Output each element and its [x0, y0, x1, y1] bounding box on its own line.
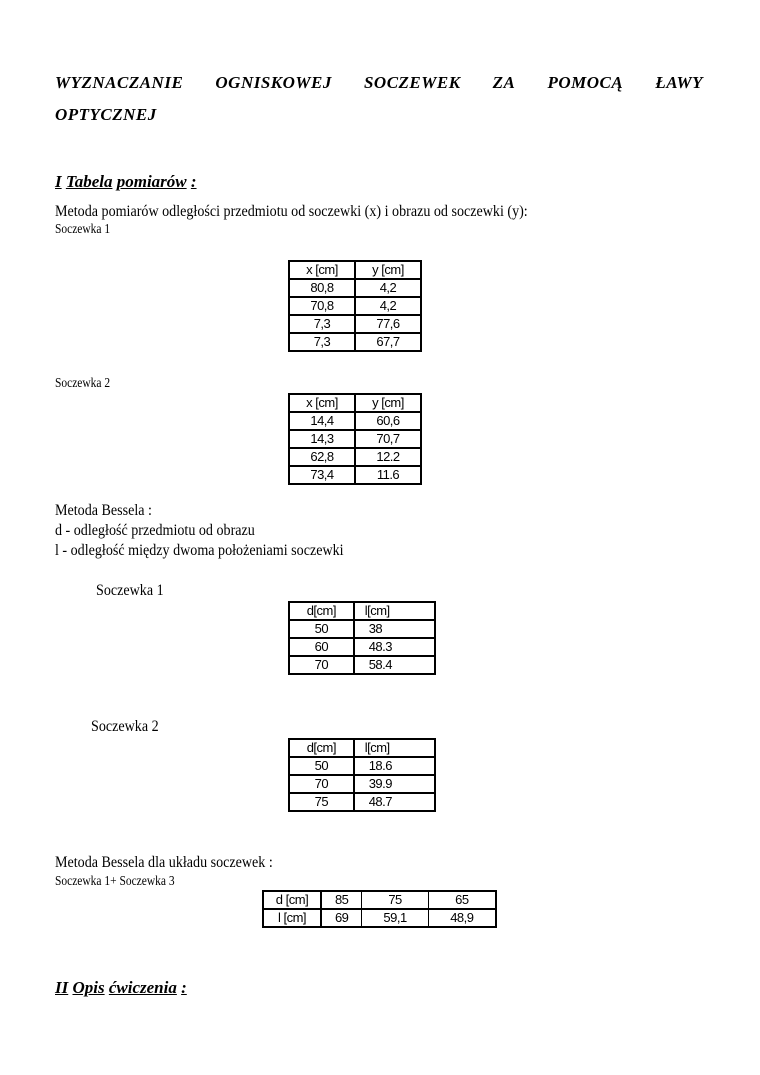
cell: 48.7 — [354, 793, 435, 811]
table-row — [289, 297, 421, 315]
header-cell: x [cm] — [289, 394, 355, 412]
cell: 59,1 — [362, 909, 428, 927]
cell: 50 — [289, 757, 354, 775]
table-row — [289, 620, 435, 638]
cell: 58.4 — [354, 656, 435, 674]
title-word: WYZNACZANIE — [55, 73, 184, 92]
cell: 70 — [289, 775, 354, 793]
document-title-line1 — [55, 73, 703, 93]
bessel-system-label: Soczewka 1+ Soczewka 3 — [55, 873, 175, 888]
title-word: ZA — [492, 73, 516, 92]
cell: 18.6 — [354, 757, 435, 775]
cell: 14,3 — [289, 430, 355, 448]
section-number: II — [55, 978, 69, 997]
cell: l [cm] — [263, 909, 321, 927]
cell: 39.9 — [354, 775, 435, 793]
table-header-row — [289, 261, 421, 279]
cell: 7,3 — [289, 333, 355, 351]
section-number: I — [55, 172, 62, 191]
header-cell: x [cm] — [289, 261, 355, 279]
section-heading-1 — [55, 172, 197, 192]
cell: 38 — [354, 620, 435, 638]
bessel-lens2-label: Soczewka 2 — [91, 718, 159, 735]
bessel-system-title: Metoda Bessela dla układu soczewek : — [55, 854, 273, 871]
cell: 60 — [289, 638, 354, 656]
bessel-lens1-label: Soczewka 1 — [96, 582, 164, 599]
cell: 77,6 — [355, 315, 421, 333]
table-lens1-measurements — [288, 260, 422, 352]
table-header-row — [289, 602, 435, 620]
cell: 69 — [321, 909, 362, 927]
table-row — [289, 656, 435, 674]
table-bessel-lens2 — [288, 738, 436, 812]
cell: 70,8 — [289, 297, 355, 315]
table-bessel-system — [262, 890, 497, 928]
cell: 11.6 — [355, 466, 421, 484]
table-row — [289, 448, 421, 466]
cell: 62,8 — [289, 448, 355, 466]
cell: 70 — [289, 656, 354, 674]
header-cell: y [cm] — [355, 261, 421, 279]
section-word: Tabela — [65, 172, 113, 191]
header-cell: d[cm] — [289, 739, 354, 757]
table-row — [289, 638, 435, 656]
cell: 14,4 — [289, 412, 355, 430]
section-colon: : — [181, 978, 187, 997]
table-lens2-measurements — [288, 393, 422, 485]
cell: 60,6 — [355, 412, 421, 430]
document-title-line2: OPTYCZNEJ — [55, 105, 157, 124]
cell: 80,8 — [289, 279, 355, 297]
cell: 75 — [289, 793, 354, 811]
bessel-d-definition: d - odległość przedmiotu od obrazu — [55, 522, 255, 539]
lens2-label: Soczewka 2 — [55, 375, 111, 390]
table-header-row — [289, 739, 435, 757]
table-row — [263, 891, 496, 909]
cell: 70,7 — [355, 430, 421, 448]
bessel-l-definition: l - odległość między dwoma położeniami soczewki — [55, 542, 344, 559]
bessel-title: Metoda Bessela : — [55, 502, 152, 519]
cell: 85 — [321, 891, 362, 909]
cell: 65 — [428, 891, 496, 909]
cell: 48.3 — [354, 638, 435, 656]
table-row — [289, 333, 421, 351]
cell: 12.2 — [355, 448, 421, 466]
table-bessel-lens1 — [288, 601, 436, 675]
table-row — [289, 793, 435, 811]
table-row — [289, 315, 421, 333]
table-row — [263, 909, 496, 927]
table-row — [289, 430, 421, 448]
cell: 4,2 — [355, 279, 421, 297]
title-word: SOCZEWEK — [363, 73, 461, 92]
title-word: OGNISKOWEJ — [215, 73, 332, 92]
cell: 48,9 — [428, 909, 496, 927]
table-row — [289, 412, 421, 430]
section-word: ćwiczenia — [108, 978, 177, 997]
header-cell: l[cm] — [354, 602, 435, 620]
cell: d [cm] — [263, 891, 321, 909]
cell: 67,7 — [355, 333, 421, 351]
cell: 50 — [289, 620, 354, 638]
table-row — [289, 466, 421, 484]
cell: 75 — [362, 891, 428, 909]
cell: 4,2 — [355, 297, 421, 315]
method-description: Metoda pomiarów odległości przedmiotu od soczewki (x) i obrazu od soczewki (y): — [55, 203, 528, 220]
section-colon: : — [190, 172, 197, 191]
header-cell: d[cm] — [289, 602, 354, 620]
header-cell: y [cm] — [355, 394, 421, 412]
header-cell: l[cm] — [354, 739, 435, 757]
cell: 73,4 — [289, 466, 355, 484]
table-row — [289, 279, 421, 297]
section-heading-2 — [55, 978, 187, 998]
table-row — [289, 775, 435, 793]
section-word: Opis — [72, 978, 105, 997]
title-word: POMOCĄ — [547, 73, 624, 92]
section-word: pomiarów — [116, 172, 187, 191]
title-word: ŁAWY — [655, 73, 703, 92]
table-header-row — [289, 394, 421, 412]
lens1-label: Soczewka 1 — [55, 221, 111, 236]
cell: 7,3 — [289, 315, 355, 333]
table-row — [289, 757, 435, 775]
